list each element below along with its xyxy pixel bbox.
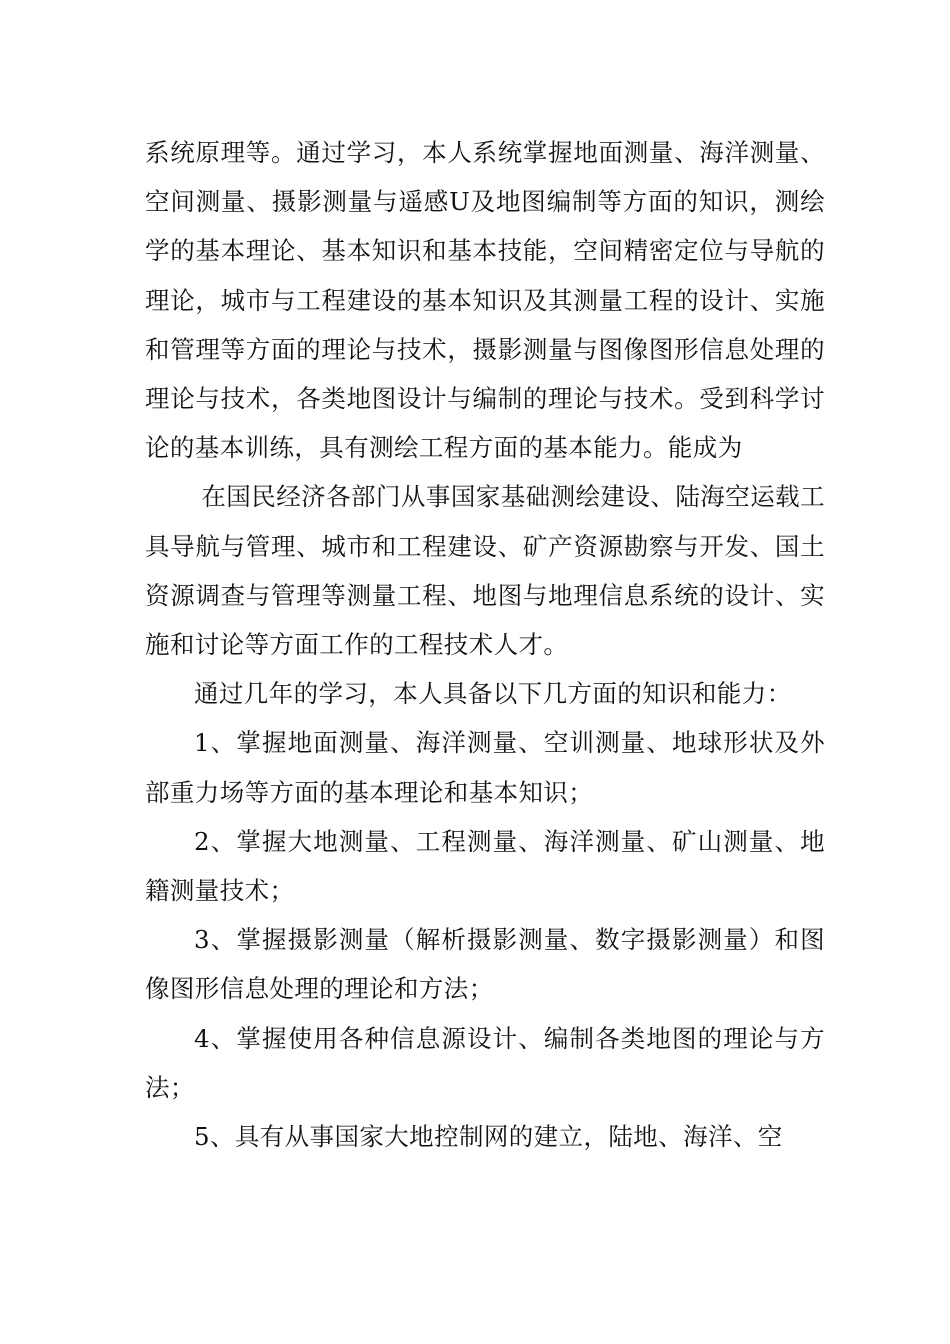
list-item-4: 4、掌握使用各种信息源设计、编制各类地图的理论与方法； xyxy=(145,1023,825,1102)
paragraph-career: 在国民经济各部门从事国家基础测绘建设、陆海空运载工具导航与管理、城市和工程建设、矿产资源勘察与开发、国土资源调查与管理等测量工程、地图与地理信息系统的设计、实施和讨论等方面工作的工程技术人才。 xyxy=(145,482,825,660)
list-item-1: 1、掌握地面测量、海洋测量、空训测量、地球形状及外部重力场等方面的基本理论和基本知识； xyxy=(145,728,825,807)
document-body xyxy=(145,128,825,1161)
list-item-5: 5、具有从事国家大地控制网的建立，陆地、海洋、空 xyxy=(194,1122,783,1152)
list-item-2: 2、掌握大地测量、工程测量、海洋测量、矿山测量、地籍测量技术； xyxy=(145,826,825,906)
paragraph-continuation: 系统原理等。通过学习，本人系统掌握地面测量、海洋测量、空间测量、摄影测量与遥感U及地图编制等方面的知识，测绘学的基本理论、基本知识和基本技能，空间精密定位与导航的理论，城市与工程建设的基本知识及其测量工程的设计、实施和管理等方面的理论与技术，摄影测量与图像图形信息处理的理论与技术，各类地图设计与编制的理论与技术。受到科学讨论的基本训练，具有测绘工程方面的基本能力。能成为 xyxy=(145,138,825,463)
paragraph-abilities-intro: 通过几年的学习，本人具备以下几方面的知识和能力： xyxy=(194,679,792,709)
list-item-3: 3、掌握摄影测量（解析摄影测量、数字摄影测量）和图像图形信息处理的理论和方法； xyxy=(145,925,825,1004)
